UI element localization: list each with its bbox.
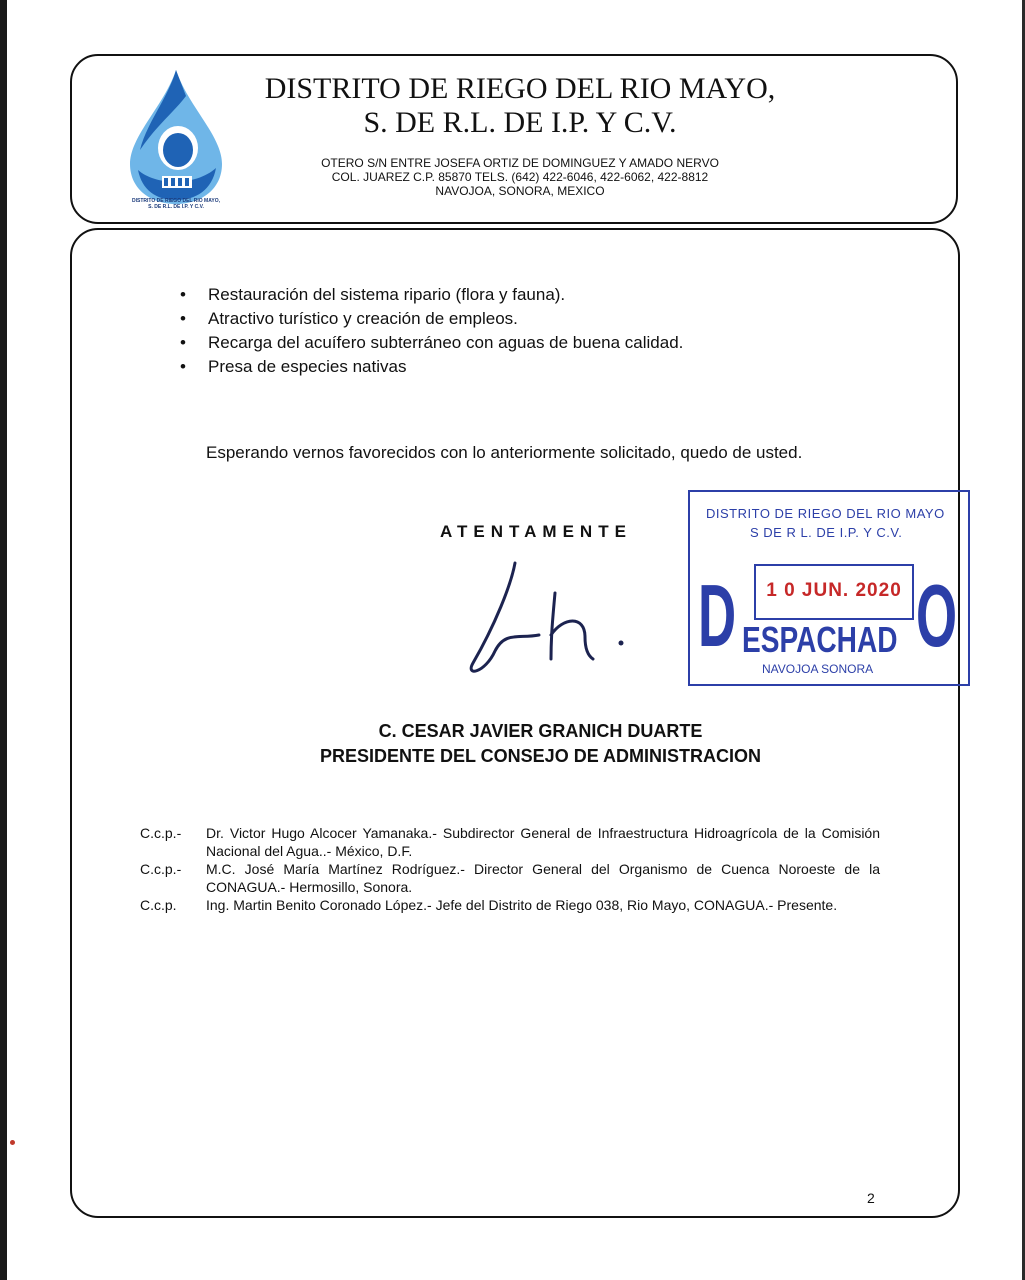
ccp-label: C.c.p.: [140, 897, 177, 913]
signer-title: PRESIDENTE DEL CONSEJO DE ADMINISTRACION: [319, 746, 762, 766]
organization-title-line2: S. DE R.L. DE I.P. Y C.V.: [363, 106, 677, 139]
handwritten-signature: [455, 555, 645, 685]
carbon-copy-list: [140, 824, 880, 914]
stamp-word: ESPACHAD: [742, 619, 898, 660]
closing-paragraph: Esperando vernos favorecidos con lo anteriormente solicitado, quedo de usted.: [206, 443, 803, 462]
received-stamp: [688, 490, 970, 686]
address-line1: OTERO S/N ENTRE JOSEFA ORTIZ DE DOMINGUEZ Y AMADO NERVO: [321, 156, 719, 170]
atentamente-heading: ATENTAMENTE: [440, 522, 632, 541]
signer-name: C. CESAR JAVIER GRANICH DUARTE: [378, 721, 703, 741]
ccp-label: C.c.p.-: [140, 861, 182, 877]
address-line3: NAVOJOA, SONORA, MEXICO: [435, 184, 605, 198]
scan-edge-left: [0, 0, 7, 1280]
scan-mark: [10, 1140, 15, 1145]
stamp-date-box: [754, 564, 914, 620]
logo-caption-line2: S. DE R.L. DE I.P. Y C.V.: [148, 204, 204, 210]
ccp-text: Ing. Martin Benito Coronado López.- Jefe del Distrito de Riego 038, Rio Mayo, CONAGUA.- Presente.: [206, 897, 838, 913]
stamp-line2: S DE R L. DE I.P. Y C.V.: [750, 525, 903, 540]
list-item: [140, 860, 880, 896]
stamp-line1: DISTRITO DE RIEGO DEL RIO MAYO: [706, 506, 945, 521]
address-line2: COL. JUAREZ C.P. 85870 TELS. (642) 422-6046, 422-6062, 422-8812: [331, 170, 709, 184]
list-item: • Atractivo turístico y creación de empleos.: [180, 307, 683, 331]
stamp-date: 1 0 JUN. 2020: [766, 580, 902, 601]
logo-caption-line1: DISTRITO DE RIEGO DEL RIO MAYO,: [132, 198, 220, 204]
water-drop-logo-icon: [116, 66, 236, 206]
ccp-text: Dr. Victor Hugo Alcocer Yamanaka.- Subdirector General de Infraestructura Hidroagrícola de la Comisión Nacional del Agua..- México, D.F.: [206, 825, 880, 859]
organization-title-line1: DISTRITO DE RIEGO DEL RIO MAYO,: [264, 72, 776, 105]
organization-address: [260, 156, 780, 198]
stamp-place: NAVOJOA SONORA: [762, 662, 874, 676]
logo-caption: [112, 198, 240, 210]
list-item: • Recarga del acuífero subterráneo con aguas de buena calidad.: [180, 331, 683, 355]
benefits-list: [180, 283, 683, 379]
list-item: [140, 824, 880, 860]
list-item: [140, 896, 880, 914]
stamp-initial-letter: D: [698, 566, 737, 665]
organization-title: [240, 72, 800, 140]
list-item: • Presa de especies nativas: [180, 355, 683, 379]
list-item: • Restauración del sistema ripario (flora y fauna).: [180, 283, 683, 307]
ccp-label: C.c.p.-: [140, 825, 182, 841]
page-number: 2: [867, 1190, 875, 1206]
ccp-text: M.C. José María Martínez Rodríguez.- Director General del Organismo de Cuenca Noroeste de la CONAGUA.- Hermosillo, Sonora.: [206, 861, 880, 895]
stamp-final-letter: O: [916, 566, 958, 665]
